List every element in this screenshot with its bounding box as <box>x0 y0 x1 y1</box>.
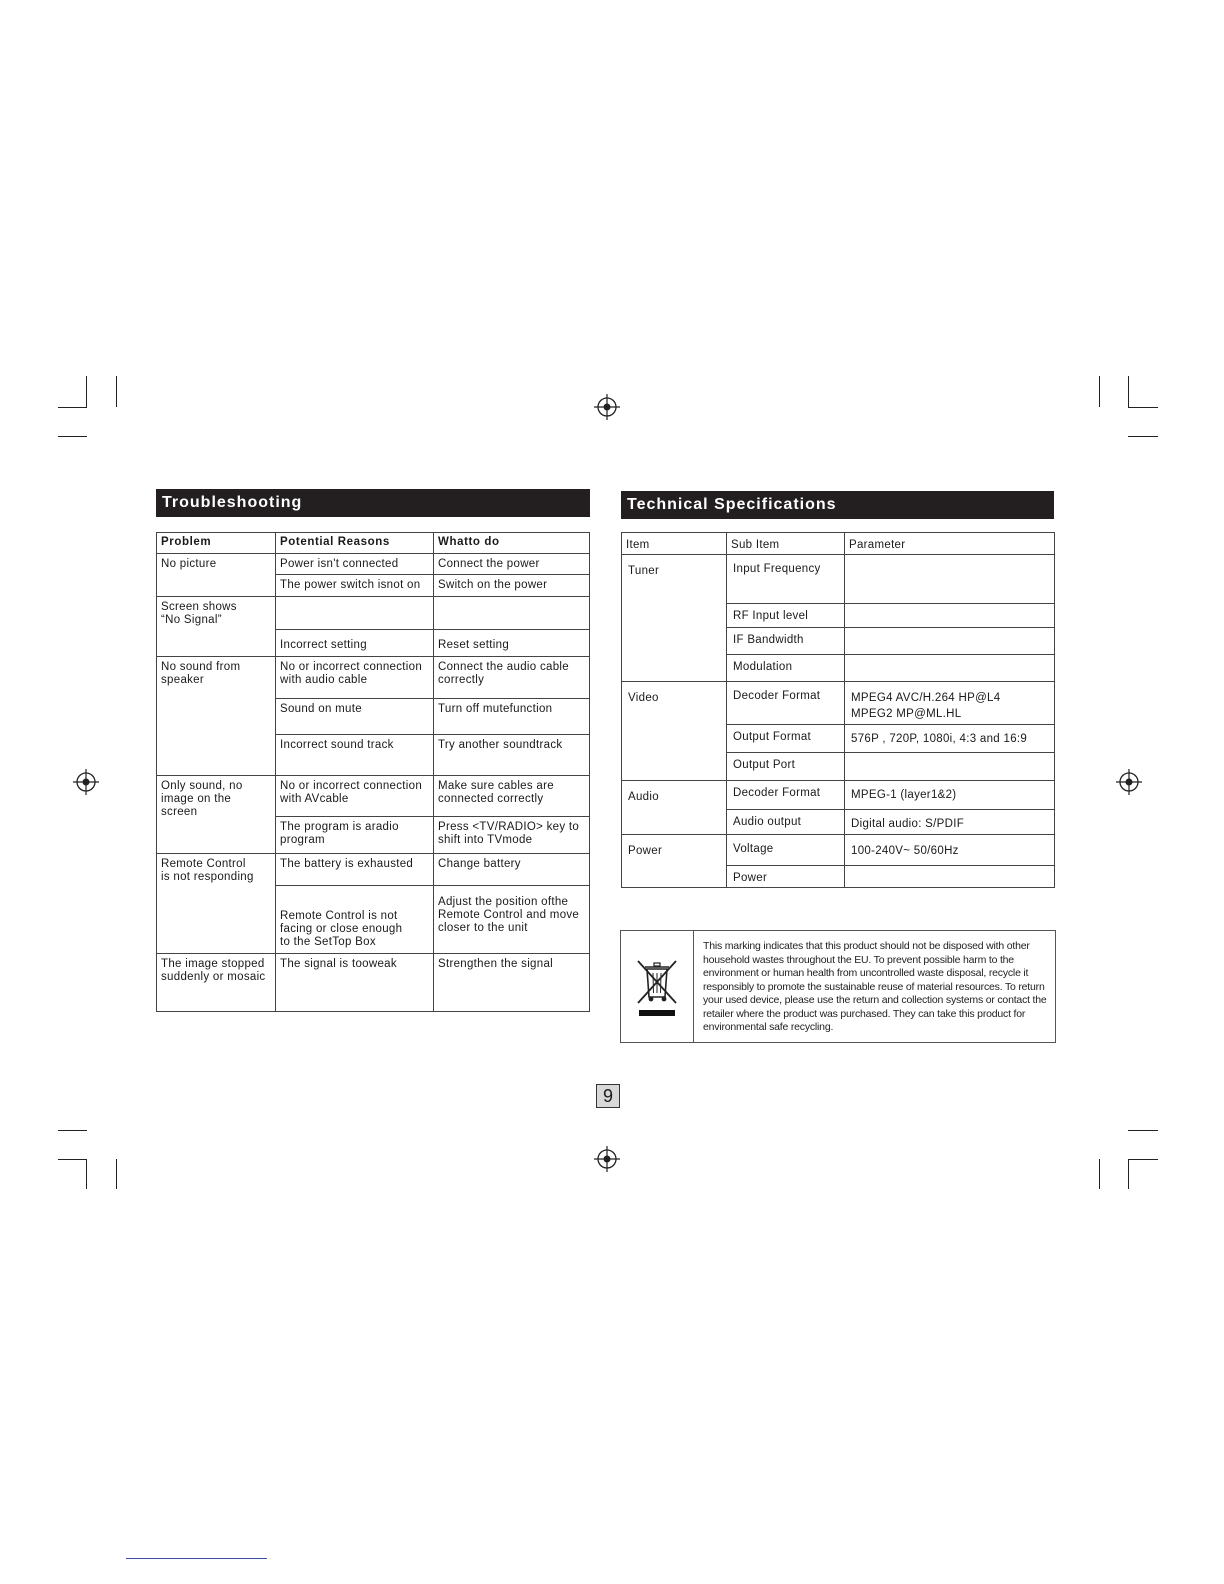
registration-mark-icon <box>594 394 620 420</box>
troubleshooting-title: Troubleshooting <box>156 489 590 517</box>
table-row <box>157 657 590 699</box>
parameter-cell <box>845 604 1055 628</box>
parameter-cell <box>845 655 1055 682</box>
registration-mark-icon <box>594 1146 620 1172</box>
parameter-cell: MPEG4 AVC/H.264 HP@L4 MPEG2 MP@ML.HL <box>845 682 1055 725</box>
action-cell: Change battery <box>434 854 590 886</box>
table-row <box>157 776 590 817</box>
reason-cell: The program is aradio program <box>276 817 434 854</box>
column-header: Whatto do <box>434 533 590 554</box>
crop-mark <box>58 407 87 408</box>
crop-mark <box>116 1159 117 1189</box>
weee-text: This marking indicates that this product should not be disposed with other household wastes throughout the EU. To prevent possible harm to the environment or human health from uncontrolled waste disposal, recycle it responsibly to promote the sustainable reuse of material resources. To return your used device, please use the return and collection systems or contact the retailer where the product was purchased. They can take this product for environmental safe recycling. <box>703 940 1047 1033</box>
table-row <box>157 597 590 630</box>
item-cell: Video <box>622 682 727 781</box>
crop-mark <box>86 376 87 407</box>
table-header-row <box>157 533 590 554</box>
sub-item-cell: Output Format <box>727 725 845 753</box>
column-header: Problem <box>157 533 276 554</box>
problem-cell: Remote Control is not responding <box>157 854 276 954</box>
crop-mark <box>1128 436 1158 437</box>
table-row <box>622 682 1055 725</box>
table-row <box>622 835 1055 866</box>
registration-mark-icon <box>1116 769 1142 795</box>
parameter-cell: MPEG-1 (layer1&2) <box>845 781 1055 810</box>
action-cell: Connect the power <box>434 554 590 575</box>
crop-mark <box>1128 376 1129 407</box>
problem-cell: Only sound, no image on the screen <box>157 776 276 854</box>
table-row <box>157 854 590 886</box>
table-row <box>157 554 590 575</box>
crop-mark <box>1128 407 1158 408</box>
crop-mark <box>58 1159 87 1160</box>
reason-cell: Remote Control is not facing or close enough to the SetTop Box <box>276 886 434 954</box>
crop-mark <box>58 436 87 437</box>
reason-cell: Sound on mute <box>276 699 434 735</box>
item-cell: Audio <box>622 781 727 835</box>
sub-item-cell: Decoder Format <box>727 682 845 725</box>
action-cell: Connect the audio cable correctly <box>434 657 590 699</box>
action-cell: Reset setting <box>434 630 590 657</box>
parameter-cell: Digital audio: S/PDIF <box>845 810 1055 835</box>
table-header-row <box>622 533 1055 555</box>
parameter-cell <box>845 753 1055 781</box>
sub-item-cell: Output Port <box>727 753 845 781</box>
reason-cell: Incorrect sound track <box>276 735 434 776</box>
reason-cell: The battery is exhausted <box>276 854 434 886</box>
crop-mark <box>116 376 117 407</box>
problem-cell: No sound from speaker <box>157 657 276 776</box>
column-header: Potential Reasons <box>276 533 434 554</box>
parameter-cell: 576P , 720P, 1080i, 4:3 and 16:9 <box>845 725 1055 753</box>
sub-item-cell: IF Bandwidth <box>727 628 845 655</box>
problem-cell: No picture <box>157 554 276 597</box>
reason-cell: Incorrect setting <box>276 630 434 657</box>
reason-cell: The signal is tooweak <box>276 954 434 1012</box>
sub-item-cell: Modulation <box>727 655 845 682</box>
sub-item-cell: RF Input level <box>727 604 845 628</box>
problem-cell: Screen shows “No Signal” <box>157 597 276 657</box>
column-header: Item <box>622 533 727 555</box>
crop-mark <box>1128 1159 1129 1189</box>
crop-mark <box>1099 376 1100 407</box>
action-cell: Try another soundtrack <box>434 735 590 776</box>
crossed-out-wheelie-bin-icon <box>635 959 679 1021</box>
column-header: Sub Item <box>727 533 845 555</box>
specs-title: Technical Specifications <box>621 491 1054 519</box>
parameter-cell <box>845 555 1055 604</box>
sub-item-cell: Voltage <box>727 835 845 866</box>
crop-mark <box>86 1159 87 1189</box>
sub-item-cell: Power <box>727 866 845 888</box>
footer-rule <box>126 1558 267 1559</box>
action-cell: Adjust the position ofthe Remote Control and move closer to the unit <box>434 886 590 954</box>
crop-mark <box>1128 1130 1158 1131</box>
crop-mark <box>58 1130 87 1131</box>
reason-cell: The power switch isnot on <box>276 575 434 597</box>
table-row <box>157 954 590 1012</box>
action-cell: Press <TV/RADIO> key to shift into TVmode <box>434 817 590 854</box>
table-row <box>622 555 1055 604</box>
reason-cell: No or incorrect connection with AVcable <box>276 776 434 817</box>
reason-cell: No or incorrect connection with audio cable <box>276 657 434 699</box>
column-header: Parameter <box>845 533 1055 555</box>
crop-mark <box>1128 1159 1158 1160</box>
weee-icon-cell <box>621 931 694 1042</box>
action-cell: Make sure cables are connected correctly <box>434 776 590 817</box>
parameter-cell <box>845 628 1055 655</box>
specs-table <box>621 532 1055 888</box>
registration-mark-icon <box>73 769 99 795</box>
action-cell <box>434 597 590 630</box>
action-cell: Switch on the power <box>434 575 590 597</box>
reason-cell: Power isn't connected <box>276 554 434 575</box>
action-cell: Strengthen the signal <box>434 954 590 1012</box>
sub-item-cell: Audio output <box>727 810 845 835</box>
troubleshooting-table <box>156 532 590 1012</box>
table-row <box>622 781 1055 810</box>
reason-cell <box>276 597 434 630</box>
item-cell: Tuner <box>622 555 727 682</box>
sub-item-cell: Decoder Format <box>727 781 845 810</box>
sub-item-cell: Input Frequency <box>727 555 845 604</box>
weee-notice <box>620 930 1056 1043</box>
parameter-cell: 100-240V~ 50/60Hz <box>845 835 1055 866</box>
problem-cell: The image stopped suddenly or mosaic <box>157 954 276 1012</box>
parameter-cell <box>845 866 1055 888</box>
page-number: 9 <box>596 1084 620 1108</box>
item-cell: Power <box>622 835 727 888</box>
action-cell: Turn off mutefunction <box>434 699 590 735</box>
crop-mark <box>1099 1159 1100 1189</box>
